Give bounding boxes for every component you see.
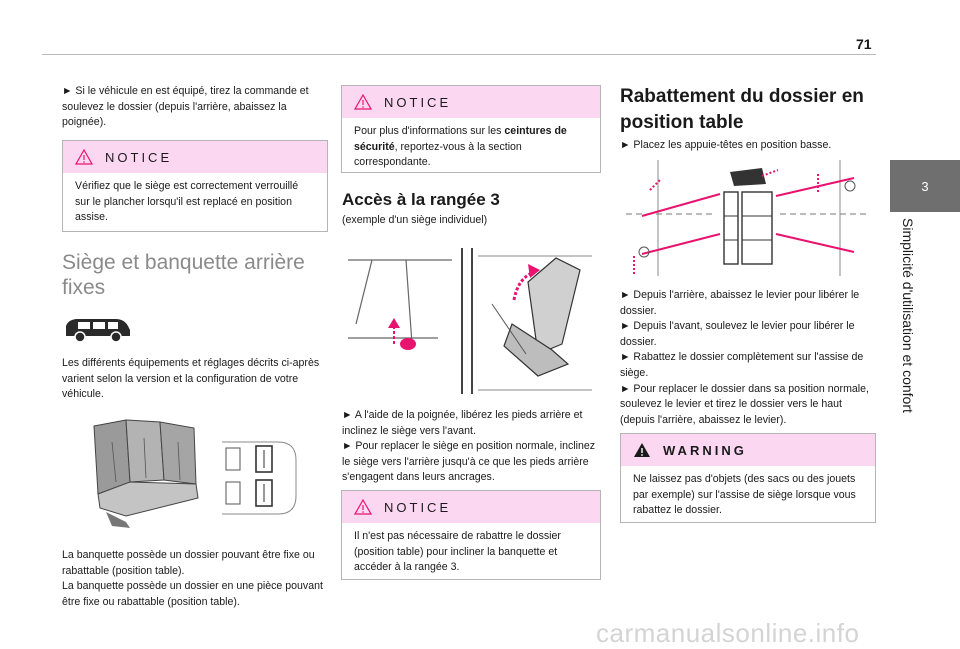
notice-header — [63, 141, 327, 173]
header-rule — [42, 54, 876, 55]
notice-text: Il n'est pas nécessaire de rabattre le dossier (position table) pour incliner la banquette et accéder à la rangée 3. — [354, 530, 561, 574]
seat-layout-diagram — [218, 438, 300, 518]
caution-icon — [354, 499, 372, 515]
notice-label: NOTICE — [384, 499, 452, 515]
section-title: Siège et banquette arrière fixes — [62, 251, 305, 299]
warning-icon — [633, 442, 651, 458]
table-position-title: Rabattement du dossier en position table — [620, 86, 864, 133]
van-icon — [62, 316, 134, 344]
notice-box-2 — [341, 85, 601, 173]
chapter-tab[interactable]: 3 — [890, 160, 960, 212]
page-number: 71 — [856, 36, 872, 52]
notice-box-3 — [341, 490, 601, 580]
bench-paragraph: La banquette possède un dossier pouvant être fixe ou rabattable (position table). La banquette possède un dossier en une pièce pouvant être fixe ou rabattable (position table). — [62, 549, 323, 608]
seatbelt-link: ceintures de sécurité — [354, 125, 567, 153]
notice-header — [342, 86, 600, 118]
chapter-title — [900, 218, 922, 448]
chapter-title-text: Simplicité d'utilisation et confort — [900, 218, 916, 413]
notice-box-1 — [62, 140, 328, 232]
row3-title: Accès à la rangée 3 — [342, 190, 500, 209]
row3-subtitle: (exemple d'un siège individuel) — [342, 214, 488, 226]
notice-text-post: , reportez-vous à la section correspondante. — [354, 140, 522, 169]
warning-text: Ne laissez pas d'objets (des sacs ou des jouets par exemple) sur l'assise de siège lorsque vous rabattez le dossier. — [633, 473, 856, 517]
caution-icon — [354, 94, 372, 110]
seat-tilt-illustration — [342, 234, 598, 400]
notice-text — [342, 118, 600, 179]
versions-paragraph: Les différents équipements et réglages décrits ci-après varient selon la version et la configuration de votre véhicule. — [62, 357, 320, 401]
headrest-step: ► Placez les appuie-têtes en position basse. — [620, 139, 832, 151]
notice-label: NOTICE — [105, 149, 173, 165]
bench-seat-illustration — [86, 412, 206, 530]
warning-header — [621, 434, 875, 466]
warning-label: WARNING — [663, 442, 747, 458]
warning-box — [620, 433, 876, 523]
notice-text-pre: Pour plus d'informations sur les — [354, 125, 505, 137]
row3-paragraph: ► A l'aide de la poignée, libérez les pieds arrière et inclinez le siège vers l'avant. ► Pour replacer le siège en position normale, inclinez le siège vers l'arrière jusqu'à ce que les pieds arrière s'engagent dans leurs ancrages. — [342, 409, 596, 484]
intro-paragraph: ► Si le véhicule en est équipé, tirez la commande et soulevez le dossier (depuis l'arrière, abaissez la poignée). — [62, 85, 309, 129]
notice-label: NOTICE — [384, 94, 452, 110]
notice-text: Vérifiez que le siège est correctement verrouillé sur le plancher lorsqu'il est replacé en position assise. — [75, 180, 299, 224]
notice-header — [342, 491, 600, 523]
caution-icon — [75, 149, 93, 165]
watermark: carmanualsonline.info — [596, 618, 860, 648]
backrest-fold-illustration — [622, 156, 874, 280]
fold-steps: ► Depuis l'arrière, abaissez le levier pour libérer le dossier. ► Depuis l'avant, soulevez le levier pour libérer le dossier. ► Rabattez le dossier complètement sur l'assise de siège. ► Pour replacer le dossier dans sa position normale, soulevez le levier et tirez le dossier vers le haut (depuis l'arrière, abaissez le levier). — [620, 289, 869, 426]
